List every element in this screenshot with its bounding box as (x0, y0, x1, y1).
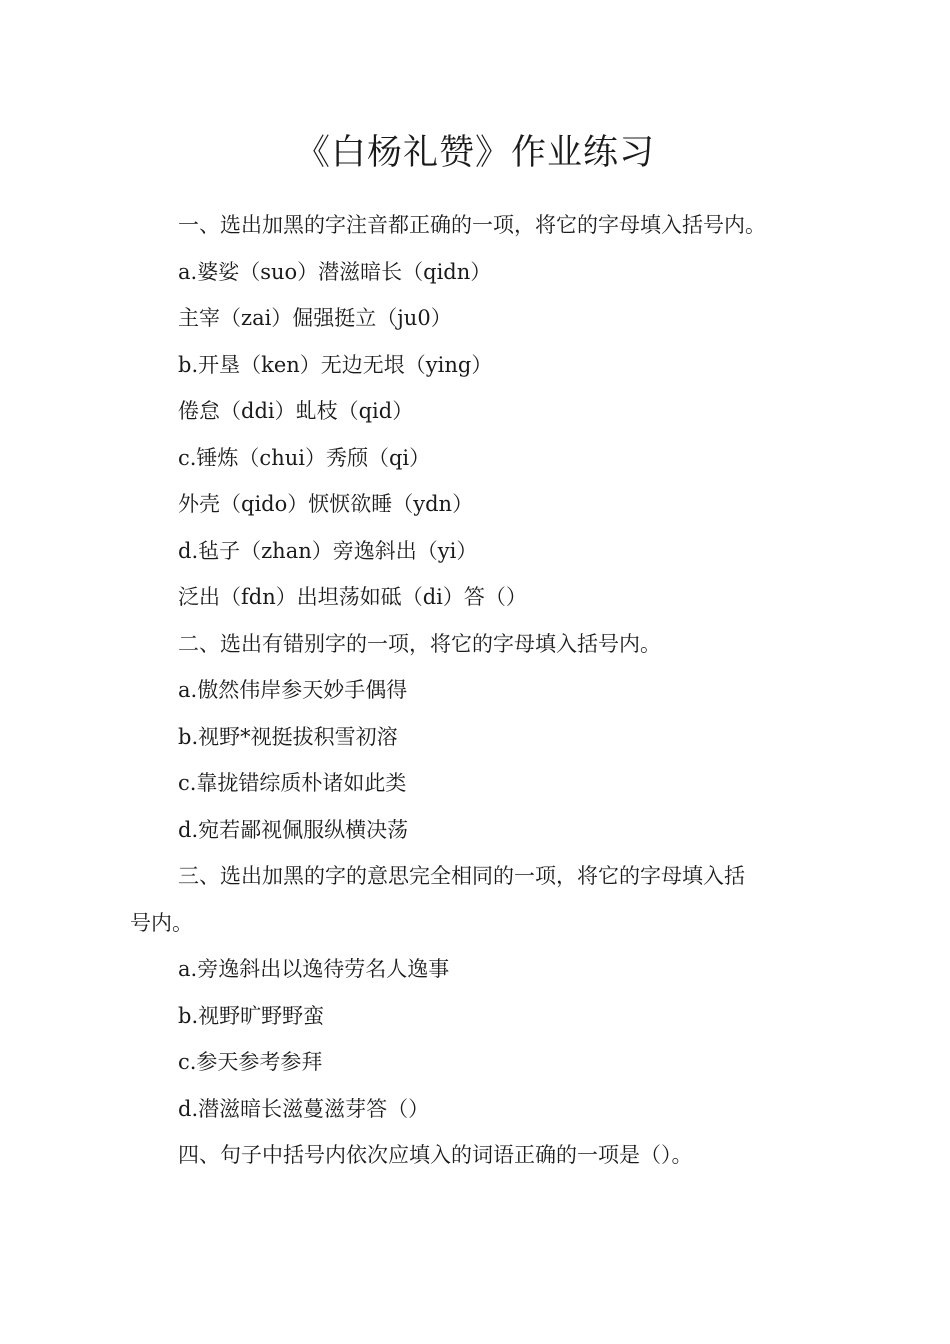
question-3-option-d: d.潜滋暗长滋蔓滋芽答（） (178, 1096, 430, 1121)
question-1-option-d-line-1: d.毡子（zhan）旁逸斜出（yi） (178, 538, 478, 563)
question-2-prompt: 二、选出有错别字的一项，将它的字母填入括号内。 (178, 631, 661, 656)
question-1-option-b-line-2: 倦怠（ddi）虬枝（qid） (178, 399, 414, 423)
question-3-option-b: b.视野旷野野蛮 (178, 1003, 325, 1028)
question-2-option-c: c.靠拢错综质朴诸如此类 (178, 771, 407, 795)
question-3-prompt: 三、选出加黑的字的意思完全相同的一项，将它的字母填入括 (178, 864, 745, 888)
question-1-option-a-line-1: a.婆娑（suo）潜滋暗长（qidn） (178, 259, 492, 284)
question-3-prompt-continued: 号内。 (130, 910, 193, 935)
question-2-option-d: d.宛若鄙视佩服纵横决荡 (178, 817, 409, 842)
question-2-option-b: b.视野*视挺拔积雪初溶 (178, 724, 398, 749)
question-4-prompt: 四、句子中括号内依次应填入的词语正确的一项是（）。 (178, 1143, 693, 1167)
question-1-prompt: 一、选出加黑的字注音都正确的一项，将它的字母填入括号内。 (178, 213, 766, 237)
document-body (130, 202, 820, 1179)
question-2-option-a: a.傲然伟岸参天妙手偶得 (178, 678, 408, 702)
document-title: 《白杨礼赞》作业练习 (294, 133, 655, 173)
question-1-option-b-line-1: b.开垦（ken）无边无垠（ying） (178, 352, 493, 377)
question-3-option-a: a.旁逸斜出以逸待劳名人逸事 (178, 957, 450, 981)
question-3-option-c: c.参天参考参拜 (178, 1050, 323, 1074)
question-1-option-d-line-2: 泛出（fdn）出坦荡如砥（di）答（） (178, 585, 527, 609)
question-1-option-a-line-2: 主宰（zai）倔强挺立（ju0） (178, 306, 452, 330)
question-1-option-c-line-1: c.锤炼（chui）秀颀（qi） (178, 445, 431, 470)
question-1-option-c-line-2: 外壳（qido）恹恹欲睡（ydn） (178, 492, 474, 516)
